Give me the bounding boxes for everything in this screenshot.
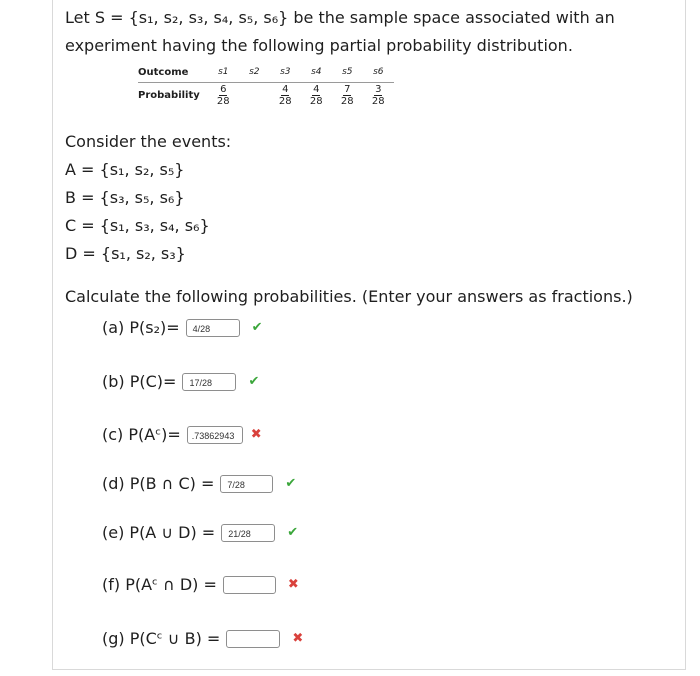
outcome-cell: s3 [270, 62, 301, 83]
cross-icon: ✖ [250, 427, 262, 442]
outcome-cell: s5 [332, 62, 363, 83]
answer-input[interactable]: 17/28 [182, 373, 236, 391]
answer-input[interactable]: 4/28 [186, 319, 240, 337]
question-label: (a) P(s₂)= [102, 318, 180, 337]
question-label: (f) P(Aᶜ ∩ D) = [102, 575, 217, 594]
probability-table [138, 62, 394, 107]
question-c [102, 425, 262, 444]
intro-line-2: experiment having the following partial probability distribution. [65, 36, 573, 55]
probability-cell [208, 83, 239, 108]
instructions: Calculate the following probabilities. (Enter your answers as fractions.) [65, 287, 633, 306]
answer-input[interactable] [226, 630, 280, 648]
probability-cell [363, 83, 394, 108]
check-icon: ✔ [287, 525, 299, 540]
outcome-cell: s1 [208, 62, 239, 83]
prob-denominator: 28 [371, 96, 385, 107]
event-a: A = {s₁, s₂, s₅} [65, 160, 185, 179]
question-label: (e) P(A ∪ D) = [102, 523, 216, 542]
question-label: (b) P(C)= [102, 372, 177, 391]
answer-input[interactable]: 7/28 [220, 475, 273, 493]
answer-input[interactable]: 21/28 [221, 524, 275, 542]
prob-denominator: 28 [278, 96, 292, 107]
probability-cell [301, 83, 332, 108]
question-f [102, 575, 299, 594]
question-b [102, 372, 259, 391]
question-label: (g) P(Cᶜ ∪ B) = [102, 629, 221, 648]
check-icon: ✔ [285, 476, 297, 491]
prob-numerator: 4 [282, 84, 289, 95]
probability-cell-empty [239, 83, 270, 108]
answer-input[interactable]: .73862943 [187, 426, 243, 444]
events-heading: Consider the events: [65, 132, 232, 151]
prob-denominator: 28 [216, 96, 230, 107]
prob-numerator: 3 [375, 84, 382, 95]
prob-numerator: 6 [220, 84, 227, 95]
prob-denominator: 28 [309, 96, 323, 107]
prob-numerator: 7 [344, 84, 351, 95]
outcome-cell: s2 [239, 62, 270, 83]
cross-icon: ✖ [287, 577, 299, 592]
question-g [102, 629, 303, 648]
intro-text [65, 4, 680, 60]
event-b: B = {s₃, s₅, s₆} [65, 188, 185, 207]
prob-numerator: 4 [313, 84, 320, 95]
event-d: D = {s₁, s₂, s₃} [65, 244, 186, 263]
events-list [65, 128, 231, 268]
outcome-header: Outcome [138, 62, 208, 83]
question-e [102, 523, 298, 542]
event-c: C = {s₁, s₃, s₄, s₆} [65, 216, 210, 235]
probability-cell [332, 83, 363, 108]
check-icon: ✔ [248, 374, 260, 389]
answer-input[interactable] [223, 576, 276, 594]
question-d [102, 474, 296, 493]
outcome-cell: s6 [363, 62, 394, 83]
question-a [102, 318, 263, 337]
prob-denominator: 28 [340, 96, 354, 107]
check-icon: ✔ [251, 320, 263, 335]
question-label: (c) P(Aᶜ)= [102, 425, 181, 444]
question-label: (d) P(B ∩ C) = [102, 474, 215, 493]
probability-cell [270, 83, 301, 108]
outcome-cell: s4 [301, 62, 332, 83]
probability-header: Probability [138, 89, 200, 101]
intro-line-1: Let S = {s₁, s₂, s₃, s₄, s₅, s₆} be the sample space associated with an [65, 8, 615, 27]
cross-icon: ✖ [292, 631, 304, 646]
